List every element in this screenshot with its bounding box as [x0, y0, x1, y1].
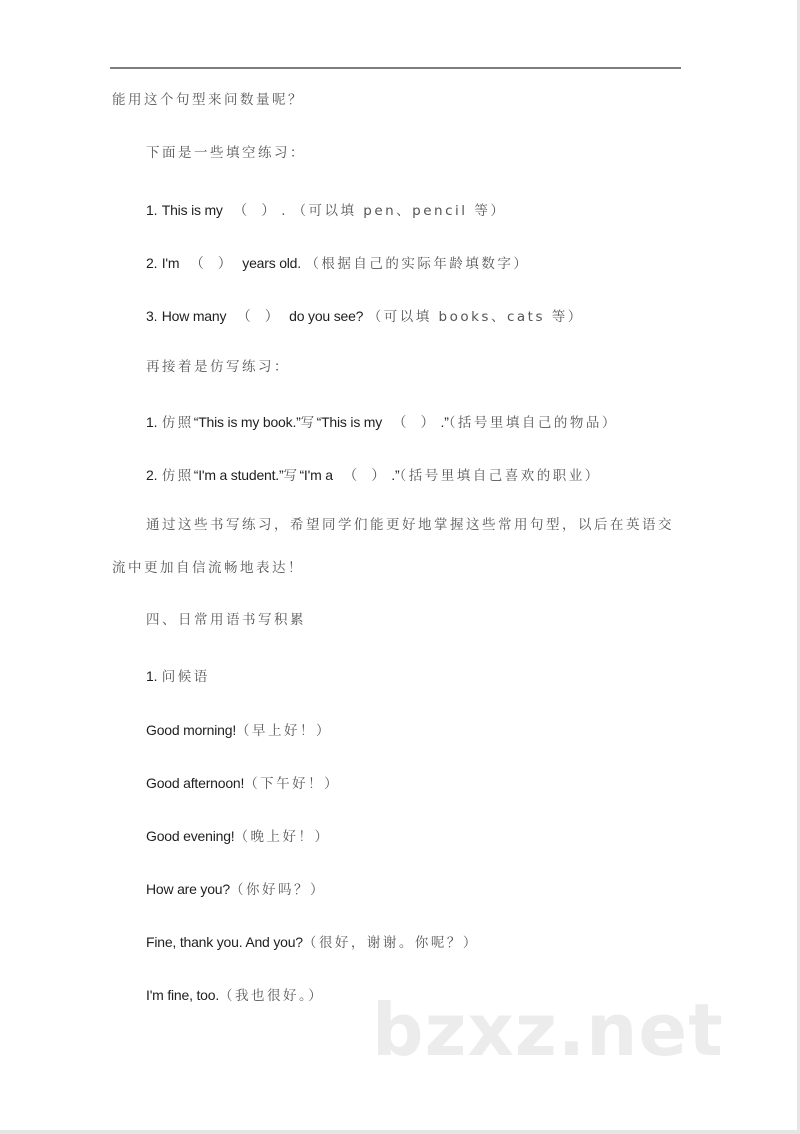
item-model: “This is my book.”: [193, 414, 301, 430]
header-rule: [110, 67, 681, 69]
item-write: 写: [283, 468, 300, 484]
greeting-cn: （很好，谢谢。你呢？）: [302, 935, 479, 951]
greeting-item-6: [146, 985, 324, 1006]
item-target: “I'm a: [299, 467, 333, 483]
greeting-item-4: [146, 879, 326, 900]
item-after: years old.: [242, 255, 301, 271]
greeting-en: I'm fine, too.: [146, 987, 220, 1003]
greeting-en: How are you?: [146, 881, 230, 897]
item-number: 2.: [146, 255, 158, 271]
blank-parentheses: （ ）: [343, 468, 386, 484]
greeting-item-3: [146, 826, 330, 847]
item-close: .”: [391, 467, 400, 483]
intro-tail-text: 能用这个句型来问数量呢？: [112, 92, 304, 108]
item-note: （根据自己的实际年龄填数字）: [305, 256, 530, 272]
blank-parentheses: （ ）: [189, 256, 232, 272]
greeting-item-5: [146, 932, 479, 953]
item-note: （括号里填自己喜欢的职业）: [399, 468, 601, 484]
imitation-item-1: [146, 412, 618, 433]
subsection-heading: [146, 666, 210, 687]
item-write: 写: [300, 415, 317, 431]
item-number: 1.: [146, 202, 158, 218]
greeting-item-1: [146, 720, 332, 741]
imitation-heading: 再接着是仿写练习：: [146, 359, 290, 375]
item-number: 3.: [146, 308, 158, 324]
blank-parentheses: （ ）: [392, 415, 435, 431]
greeting-en: Good evening!: [146, 828, 235, 844]
item-prefix: 仿照: [161, 415, 194, 431]
item-note: （括号里填自己的物品）: [448, 415, 618, 431]
greeting-en: Good morning!: [146, 722, 237, 738]
greeting-en: Good afternoon!: [146, 775, 245, 791]
subsection-number: 1.: [146, 668, 158, 684]
item-before: How many: [161, 308, 227, 324]
imitation-item-2: [146, 465, 601, 486]
fill-blank-item-1: [146, 200, 506, 221]
item-after: do you see?: [289, 308, 364, 324]
item-prefix: 仿照: [161, 468, 194, 484]
fill-blank-item-3: [146, 306, 584, 327]
subsection-title: 问候语: [161, 669, 210, 685]
item-before: This is my: [161, 202, 223, 218]
greeting-cn: （下午好！）: [244, 776, 341, 792]
summary-line-2: 流中更加自信流畅地表达！: [112, 560, 304, 576]
greeting-cn: （晚上好！）: [234, 829, 331, 845]
item-note: （可以填 books、cats 等）: [367, 309, 584, 325]
item-note: （可以填 pen、pencil 等）: [292, 203, 507, 219]
greeting-en: Fine, thank you. And you?: [146, 934, 303, 950]
item-number: 2.: [146, 467, 158, 483]
greeting-item-2: [146, 773, 340, 794]
item-model: “I'm a student.”: [193, 467, 284, 483]
item-after: .: [281, 203, 288, 219]
summary-line-1: 通过这些书写练习，希望同学们能更好地掌握这些常用句型，以后在英语交: [146, 517, 674, 533]
fill-blank-item-2: [146, 253, 529, 274]
watermark: bzxz.net: [372, 988, 724, 1072]
item-number: 1.: [146, 414, 158, 430]
greeting-cn: （早上好！）: [236, 723, 333, 739]
blank-parentheses: （ ）: [236, 309, 279, 325]
section-heading: 四、日常用语书写积累: [146, 612, 306, 628]
fill-blank-heading: 下面是一些填空练习：: [146, 145, 306, 161]
item-target: “This is my: [316, 414, 383, 430]
greeting-cn: （我也很好。）: [219, 988, 325, 1004]
greeting-cn: （你好吗？）: [229, 882, 326, 898]
item-before: I'm: [161, 255, 180, 271]
item-close: .”: [440, 414, 449, 430]
blank-parentheses: （ ）: [233, 203, 276, 219]
